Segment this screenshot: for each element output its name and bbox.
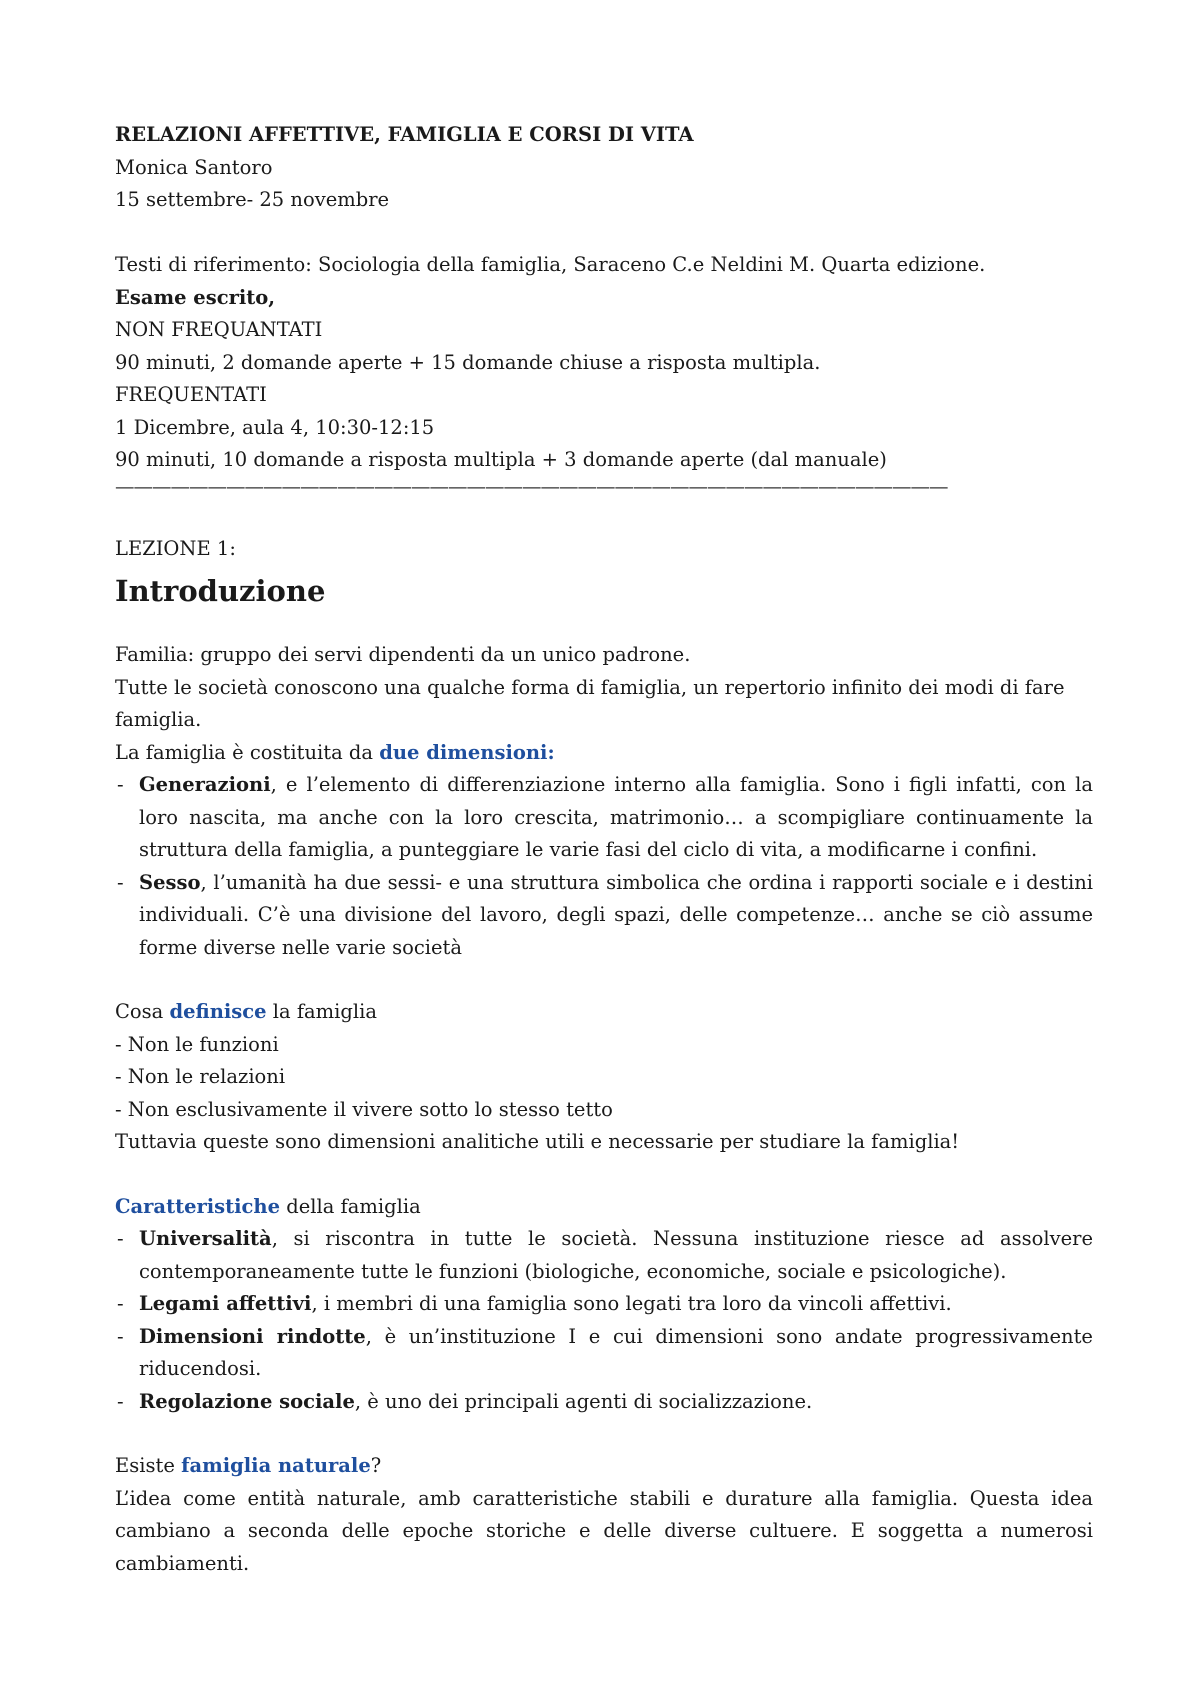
defines-conclusion: Tuttavia queste sono dimensioni analitiche utili e necessarie per studiare la famiglia!: [115, 1130, 960, 1153]
document-page: [115, 119, 1093, 1580]
dimensions-highlight: due dimensioni:: [379, 740, 555, 764]
lesson-label: LEZIONE 1:: [115, 536, 236, 560]
course-dates: 15 settembre- 25 novembre: [115, 188, 390, 211]
familia-definition: Familia: gruppo dei servi dipendenti da un unico padrone.: [115, 643, 691, 666]
natural-family-heading: Esiste famiglia naturale?: [115, 1454, 382, 1477]
list-item: - Universalità, si riscontra in tutte le società. Nessuna instituzione riesce ad assolvere contemporaneamente tutte le funzioni (biologiche, economiche, sociale e psicologiche).: [115, 1223, 1093, 1288]
non-attending-desc: 90 minuti, 2 domande aperte + 15 domande chiuse a risposta multipla.: [115, 350, 821, 374]
list-item: - Non le funzioni: [115, 1032, 279, 1056]
document-title: RELAZIONI AFFETTIVE, FAMIGLIA E CORSI DI VITA: [115, 123, 694, 146]
divider-rule: —————————————————————————————————————————————: [115, 474, 948, 498]
exam-written: Esame escrito,: [115, 285, 276, 309]
attending-label: FREQUENTATI: [115, 383, 267, 406]
lesson-heading: Introduzione: [115, 574, 326, 608]
characteristics-heading: Caratteristiche della famiglia: [115, 1194, 421, 1218]
societies-paragraph: Tutte le società conoscono una qualche forma di famiglia, un repertorio infinito dei modi di fare famiglia.: [115, 675, 1065, 731]
list-item: - Dimensioni rindotte, è un’instituzione I e cui dimensioni sono andate progressivamente riducendosi.: [115, 1321, 1093, 1386]
non-attending-label: NON FREQUANTATI: [115, 318, 323, 341]
list-item: - Sesso, l’umanità ha due sessi- e una struttura simbolica che ordina i rapporti sociale e i destini individuali. C’è una divisione del lavoro, degli spazi, delle competenze… anche se ciò assume forme diverse nelle varie società: [115, 867, 1093, 965]
characteristics-list: [115, 1223, 1093, 1418]
attending-date: 1 Dicembre, aula 4, 10:30-12:15: [115, 415, 435, 439]
list-item: - Legami affettivi, i membri di una famiglia sono legati tra loro da vincoli affettivi.: [115, 1288, 1093, 1321]
defines-heading: Cosa definisce la famiglia: [115, 1000, 377, 1023]
natural-family-paragraph: L’idea come entità naturale, amb caratteristiche stabili e durature alla famiglia. Questa idea cambiano a seconda delle epoche storiche e delle diverse cultuere. E soggetta a numerosi cambiamenti.: [115, 1486, 1093, 1575]
dimensions-list: [115, 769, 1093, 964]
dimensions-intro: La famiglia è costituita da due dimensioni:: [115, 740, 555, 764]
list-item: - Non le relazioni: [115, 1065, 286, 1088]
list-item: - Non esclusivamente il vivere sotto lo stesso tetto: [115, 1097, 613, 1121]
attending-desc: 90 minuti, 10 domande a risposta multipla + 3 domande aperte (dal manuale): [115, 448, 887, 471]
reference-texts: Testi di riferimento: Sociologia della famiglia, Saraceno C.e Neldini M. Quarta edizione.: [115, 253, 986, 276]
list-item: - Generazioni, e l’elemento di differenziazione interno alla famiglia. Sono i figli infatti, con la loro nascita, ma anche con la loro crescita, matrimonio… a scompigliare continuamente la struttura della famiglia, a punteggiare le varie fasi del ciclo di vita, a modificarne i confini.: [115, 769, 1093, 867]
author: Monica Santoro: [115, 155, 273, 179]
list-item: - Regolazione sociale, è uno dei principali agenti di socializzazione.: [115, 1386, 1093, 1419]
